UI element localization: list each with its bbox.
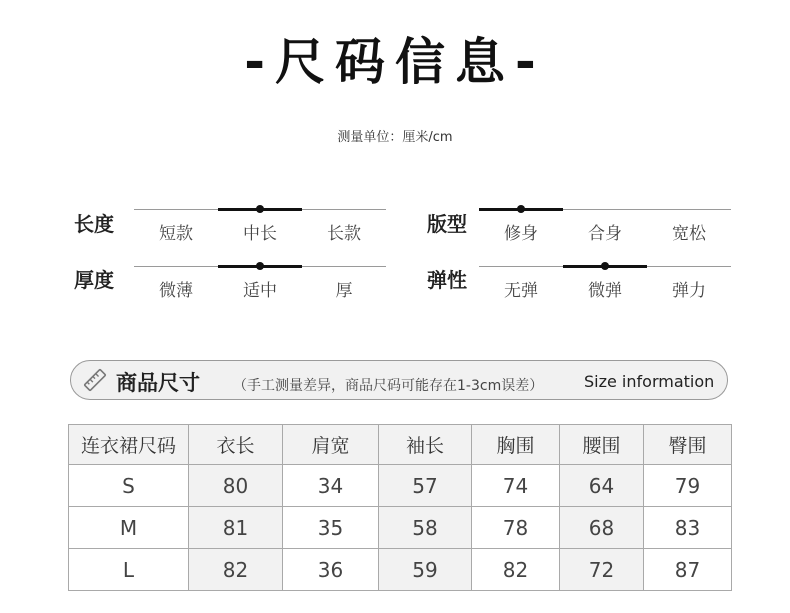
- table-cell: 34: [283, 465, 379, 507]
- option-loose: 宽松: [672, 224, 706, 244]
- table-cell: 36: [283, 549, 379, 591]
- table-cell: 82: [189, 549, 283, 591]
- table-cell: 68: [560, 507, 644, 549]
- size-info-banner: [70, 360, 728, 400]
- option-slight-stretch: 微弹: [588, 281, 622, 301]
- table-cell: 87: [644, 549, 732, 591]
- table-cell: 81: [189, 507, 283, 549]
- ruler-icon: [83, 368, 107, 392]
- scale-selected-dot: [517, 205, 525, 213]
- table-cell: 82: [472, 549, 560, 591]
- table-cell: 58: [379, 507, 472, 549]
- attr-scale-elasticity: [479, 266, 731, 306]
- banner-title: 商品尺寸: [116, 371, 200, 395]
- option-no-stretch: 无弹: [504, 281, 538, 301]
- scale-selected-dot: [256, 262, 264, 270]
- table-cell: 57: [379, 465, 472, 507]
- column-header: 袖长: [379, 425, 472, 465]
- table-cell: 80: [189, 465, 283, 507]
- table-row: [69, 465, 732, 507]
- banner-english-title: Size information: [584, 372, 715, 391]
- measure-unit: 测量单位：厘米/cm: [337, 130, 453, 145]
- table-row: [69, 507, 732, 549]
- table-row: [69, 549, 732, 591]
- attr-scale-fit: [479, 209, 731, 249]
- attr-label-thickness: 厚度: [74, 268, 114, 292]
- attr-scale-thickness: [134, 266, 386, 306]
- attr-label-elasticity: 弹性: [427, 268, 467, 292]
- table-cell: 72: [560, 549, 644, 591]
- table-cell: 83: [644, 507, 732, 549]
- option-slim: 修身: [504, 224, 538, 244]
- column-header: 胸围: [472, 425, 560, 465]
- size-table: [68, 424, 732, 591]
- option-medium: 适中: [243, 281, 277, 301]
- option-thin: 微薄: [159, 281, 193, 301]
- column-header: 腰围: [560, 425, 644, 465]
- table-cell: 35: [283, 507, 379, 549]
- scale-selected-dot: [601, 262, 609, 270]
- option-mid-length: 中长: [243, 224, 277, 244]
- attr-scale-length: [134, 209, 386, 249]
- table-cell: 64: [560, 465, 644, 507]
- size-cell: L: [69, 549, 189, 591]
- size-cell: S: [69, 465, 189, 507]
- column-header: 连衣裙尺码: [69, 425, 189, 465]
- attr-label-length: 长度: [74, 212, 114, 236]
- table-cell: 74: [472, 465, 560, 507]
- attr-label-fit: 版型: [427, 212, 467, 236]
- page-title: -尺码信息-: [244, 33, 546, 91]
- option-regular: 合身: [588, 224, 622, 244]
- column-header: 臀围: [644, 425, 732, 465]
- column-header: 肩宽: [283, 425, 379, 465]
- option-stretch: 弹力: [672, 281, 706, 301]
- table-header-row: [69, 425, 732, 465]
- table-cell: 78: [472, 507, 560, 549]
- column-header: 衣长: [189, 425, 283, 465]
- option-long: 长款: [327, 224, 361, 244]
- option-thick: 厚: [335, 281, 353, 301]
- banner-note: （手工测量差异，商品尺码可能存在1-3cm误差）: [233, 378, 544, 394]
- table-cell: 79: [644, 465, 732, 507]
- table-cell: 59: [379, 549, 472, 591]
- scale-selected-dot: [256, 205, 264, 213]
- size-cell: M: [69, 507, 189, 549]
- option-short: 短款: [159, 224, 193, 244]
